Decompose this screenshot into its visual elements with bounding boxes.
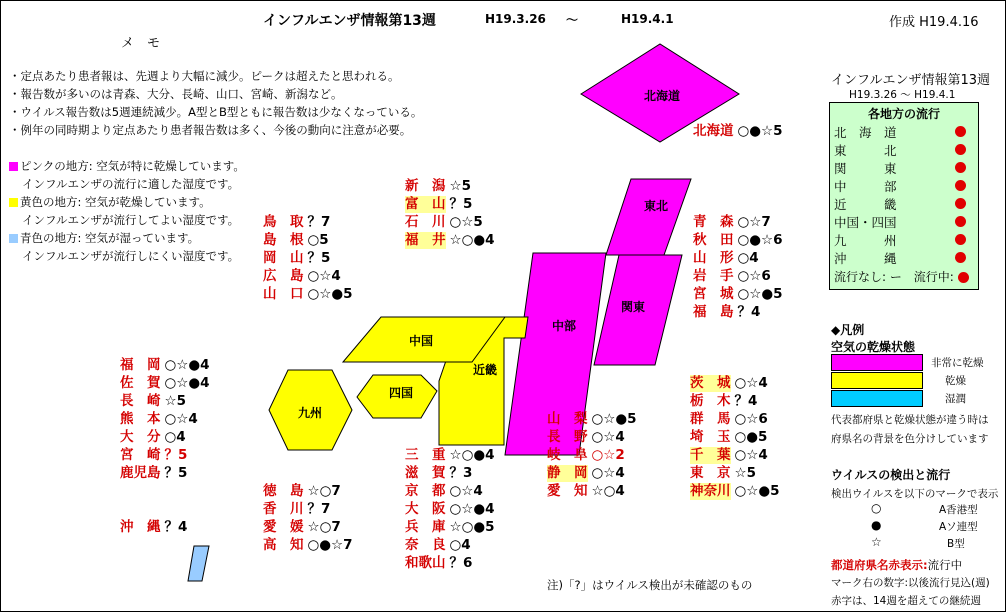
prefecture-item [690, 393, 757, 410]
prefecture-name: 岩 手 [693, 268, 734, 284]
red-name-note [831, 557, 962, 573]
yellow-note-1: 黄色の地方: 空気が乾燥しています。 [20, 195, 211, 209]
prefecture-marks: ☆○7 [307, 483, 341, 499]
region-status-row [834, 230, 974, 249]
prefecture-item [263, 268, 341, 285]
prefecture-item [405, 555, 472, 572]
prefecture-marks: ？7 [307, 501, 331, 517]
prefecture-name: 愛 媛 [263, 519, 304, 535]
red-name-value: 流行中 [927, 558, 963, 572]
prefecture-name: 鳥 取 [263, 214, 304, 230]
prefecture-marks: ○☆●5 [734, 483, 780, 499]
prefecture-marks: ☆○●5 [449, 519, 495, 535]
prefecture-item [690, 411, 768, 428]
prefecture-item [547, 411, 637, 428]
prefecture-item [693, 250, 759, 267]
prefecture-name: 埼 玉 [690, 429, 731, 445]
header-tilde: ～ [566, 13, 579, 27]
region-status-box [829, 102, 979, 290]
header-title: インフルエンザ情報第13週 [263, 13, 436, 29]
prefecture-item [547, 447, 625, 464]
legend-very-dry-label: 非常に乾燥 [931, 357, 984, 369]
prefecture-marks: ☆5 [449, 178, 471, 194]
prefecture-name: 岐 阜 [547, 447, 588, 463]
header-date-to: H19.4.1 [621, 12, 674, 26]
pink-note-1: ピンクの地方: 空気が特に乾燥しています。 [20, 159, 245, 173]
prefecture-item [120, 465, 187, 482]
prefecture-item [547, 483, 625, 500]
prefecture-marks: ？3 [449, 465, 473, 481]
red-number-note: 赤字は、14週を超えての継続週 [831, 595, 981, 607]
prefecture-item [693, 286, 783, 303]
prefecture-name: 鹿児島 [120, 465, 161, 481]
prefecture-item [120, 357, 210, 374]
prefecture-name: 福 島 [693, 304, 734, 320]
prefecture-item [547, 429, 625, 446]
prefecture-item [120, 447, 187, 464]
prefecture-item [263, 286, 353, 303]
region-tohoku-shape [606, 179, 691, 255]
footer-none-label: 流行なし: ー [834, 270, 902, 284]
virus-label-a-hongkong: A香港型 [939, 504, 978, 516]
prefecture-marks: ○☆4 [591, 429, 625, 445]
region-status-row [834, 158, 974, 177]
prefecture-item [120, 393, 186, 410]
prefecture-marks: ○☆●5 [737, 286, 783, 302]
legend-diff-note-1: 代表都府県と乾燥状態が違う時は [831, 414, 989, 426]
prefecture-name: 京 都 [405, 483, 446, 499]
legend-very-dry-swatch [831, 354, 923, 371]
prefecture-item [693, 304, 760, 321]
legend-humid-swatch [831, 390, 923, 407]
prefecture-name: 滋 賀 [405, 465, 446, 481]
prefecture-item [405, 178, 471, 195]
prefecture-item [405, 447, 495, 464]
right-panel-period: H19.3.26 ～ H19.4.1 [849, 89, 956, 101]
prefecture-item [263, 501, 330, 518]
active-dot-icon [955, 162, 966, 173]
prefecture-marks: ？5 [307, 250, 331, 266]
region-label-kanto: 関東 [621, 300, 646, 314]
prefecture-marks: ？4 [737, 304, 761, 320]
prefecture-marks: ☆5 [734, 465, 756, 481]
region-status-name: 中国・四国 [834, 215, 897, 230]
blue-note-2: インフルエンザが流行しにくい湿度です。 [22, 249, 240, 263]
prefecture-name: 徳 島 [263, 483, 304, 499]
note-line: ・ウイルス報告数は5週連続減少。A型とB型ともに報告数は少なくなっている。 [9, 105, 423, 119]
prefecture-marks: ○●5 [734, 429, 768, 445]
prefecture-marks: ○☆●4 [164, 357, 210, 373]
prefecture-marks: ☆○●4 [449, 232, 495, 248]
region-status-heading: 各地方の流行 [867, 107, 940, 121]
region-status-name: 近 畿 [834, 197, 897, 212]
virus-mark-a-soviet-icon: ● [871, 518, 882, 532]
prefecture-name: 愛 知 [547, 483, 588, 499]
active-dot-icon [955, 234, 966, 245]
prefecture-marks: ○☆6 [734, 411, 768, 427]
prefecture-item [405, 537, 471, 554]
prefecture-marks: ○☆4 [591, 465, 625, 481]
prefecture-item [690, 483, 780, 500]
prefecture-marks: ○☆●5 [307, 286, 353, 302]
prefecture-name: 北海道 [693, 123, 734, 139]
virus-label-a-soviet: Aソ連型 [939, 521, 978, 533]
prefecture-item [547, 465, 625, 482]
prefecture-name: 茨 城 [690, 375, 731, 391]
prefecture-marks: ○4 [449, 537, 471, 553]
prefecture-marks: ○☆4 [734, 447, 768, 463]
prefecture-marks: ○●☆6 [737, 232, 783, 248]
region-status-footer [834, 268, 969, 285]
prefecture-marks: ○☆4 [449, 483, 483, 499]
prefecture-item [263, 537, 353, 554]
prefecture-item [405, 465, 472, 482]
prefecture-name: 熊 本 [120, 411, 161, 427]
prefecture-name: 福 岡 [120, 357, 161, 373]
prefecture-item [405, 232, 495, 249]
prefecture-name: 千 葉 [690, 447, 731, 463]
footer-active-label: 流行中: [913, 270, 954, 284]
prefecture-item [120, 375, 210, 392]
region-label-chubu: 中部 [552, 319, 577, 333]
virus-mark-b-icon: ☆ [871, 535, 882, 549]
prefecture-item [263, 250, 330, 267]
prefecture-name: 栃 木 [690, 393, 731, 409]
prefecture-item [693, 268, 771, 285]
virus-heading: ウイルスの検出と流行 [831, 468, 951, 482]
prefecture-item [690, 375, 768, 392]
active-dot-icon [955, 126, 966, 137]
prefecture-name: 秋 田 [693, 232, 734, 248]
prefecture-name: 兵 庫 [405, 519, 446, 535]
prefecture-name: 大 分 [120, 429, 161, 445]
region-status-name: 九 州 [834, 233, 897, 248]
prefecture-name: 香 川 [263, 501, 304, 517]
prefecture-name: 山 梨 [547, 411, 588, 427]
prefecture-name: 島 根 [263, 232, 304, 248]
prefecture-marks: ？5 [449, 196, 473, 212]
prefecture-item [405, 501, 495, 518]
prefecture-marks: ○●☆5 [737, 123, 783, 139]
prefecture-item [690, 465, 756, 482]
prefecture-name: 岡 山 [263, 250, 304, 266]
prefecture-name: 奈 良 [405, 537, 446, 553]
prefecture-name: 宮 城 [693, 286, 734, 302]
prefecture-name: 福 井 [405, 232, 446, 248]
prefecture-name: 大 阪 [405, 501, 446, 517]
prefecture-marks: ○4 [164, 429, 186, 445]
region-status-row [834, 212, 974, 231]
prefecture-name: 長 野 [547, 429, 588, 445]
prefecture-marks: ○4 [737, 250, 759, 266]
prefecture-name: 石 川 [405, 214, 446, 230]
prefecture-marks: ○●☆7 [307, 537, 353, 553]
prefecture-name: 広 島 [263, 268, 304, 284]
virus-mark-a-hongkong-icon: ○ [871, 501, 882, 515]
prefecture-name: 佐 賀 [120, 375, 161, 391]
region-status-row [834, 140, 974, 159]
prefecture-item [120, 411, 198, 428]
note-line: ・報告数が多いのは青森、大分、長崎、山口、宮崎、新潟など。 [9, 87, 343, 101]
region-status-name: 北 海 道 [834, 125, 897, 140]
prefecture-name: 群 馬 [690, 411, 731, 427]
prefecture-item [693, 232, 783, 249]
prefecture-marks: ○5 [307, 232, 329, 248]
prefecture-marks: ○☆●4 [164, 375, 210, 391]
prefecture-marks: ☆5 [164, 393, 186, 409]
active-dot-icon [958, 272, 969, 283]
legend-dry-label: 乾燥 [945, 375, 966, 387]
prefecture-marks: ？4 [734, 393, 758, 409]
active-dot-icon [955, 216, 966, 227]
prefecture-name: 神奈川 [690, 483, 731, 499]
active-dot-icon [955, 180, 966, 191]
right-panel-title: インフルエンザ情報第13週 [831, 73, 991, 88]
region-status-row [834, 248, 974, 267]
region-label-kinki: 近畿 [473, 363, 498, 377]
prefecture-marks: ○☆●5 [591, 411, 637, 427]
prefecture-item [263, 214, 330, 231]
prefecture-name: 高 知 [263, 537, 304, 553]
region-status-name: 中 部 [834, 179, 897, 194]
prefecture-item [263, 519, 341, 536]
active-dot-icon [955, 252, 966, 263]
region-status-row [834, 122, 974, 141]
prefecture-name: 新 潟 [405, 178, 446, 194]
region-label-tohoku: 東北 [644, 199, 669, 213]
virus-desc: 検出ウイルスを以下のマークで表示 [831, 488, 999, 500]
prefecture-item [120, 429, 186, 446]
prefecture-marks: ☆○7 [307, 519, 341, 535]
prefecture-marks: ？5 [164, 447, 188, 463]
prefecture-name: 山 口 [263, 286, 304, 302]
prefecture-marks: ？4 [164, 519, 188, 535]
prefecture-name: 三 重 [405, 447, 446, 463]
note-line: ・例年の同時期より定点あたり患者報告数は多く、今後の動向に注意が必要。 [9, 123, 412, 137]
prefecture-marks: ？5 [164, 465, 188, 481]
prefecture-item [405, 214, 483, 231]
prefecture-item [263, 483, 341, 500]
prefecture-marks: ○☆●4 [449, 501, 495, 517]
prefecture-marks: ○☆6 [737, 268, 771, 284]
prefecture-item [405, 519, 495, 536]
region-label-chugoku: 中国 [409, 334, 434, 348]
region-label-hokkaido: 北海道 [644, 89, 681, 103]
prefecture-name: 沖 縄 [120, 519, 161, 535]
prefecture-name: 東 京 [690, 465, 731, 481]
legend-humid-label: 湿潤 [945, 393, 966, 405]
prefecture-item [693, 123, 783, 140]
active-dot-icon [955, 144, 966, 155]
active-dot-icon [955, 198, 966, 209]
region-status-row [834, 194, 974, 213]
prefecture-marks: ○☆4 [734, 375, 768, 391]
blue-note-1: 青色の地方: 空気が湿っています。 [20, 231, 200, 245]
region-status-name: 関 東 [834, 161, 897, 176]
prefecture-item [263, 232, 329, 249]
prefecture-item [690, 429, 767, 446]
region-okinawa-shape [188, 546, 209, 581]
region-status-name: 東 北 [834, 143, 897, 158]
prefecture-item [693, 214, 771, 231]
prefecture-name: 山 形 [693, 250, 734, 266]
prefecture-marks: ？6 [449, 555, 473, 571]
region-status-name: 沖 縄 [834, 251, 897, 266]
dryness-heading: 空気の乾燥状態 [831, 340, 916, 354]
prefecture-item [405, 483, 483, 500]
mark-number-note: マーク右の数字:以後流行見込(週) [831, 577, 990, 589]
prefecture-name: 宮 崎 [120, 447, 161, 463]
prefecture-name: 富 山 [405, 196, 446, 212]
prefecture-item [405, 196, 472, 213]
prefecture-marks: ？7 [307, 214, 331, 230]
prefecture-marks: ○☆4 [164, 411, 198, 427]
header-date-from: H19.3.26 [485, 12, 546, 26]
prefecture-marks: ○☆2 [591, 447, 625, 463]
prefecture-name: 長 崎 [120, 393, 161, 409]
footnote: 注)「?」はウイルス検出が未確認のもの [547, 578, 753, 592]
pink-note-2: インフルエンザの流行に適した湿度です。 [22, 177, 240, 191]
virus-label-b: B型 [947, 538, 965, 550]
prefecture-marks: ○☆5 [449, 214, 483, 230]
note-line: ・定点あたり患者報は、先週より大幅に減少。ピークは超えたと思われる。 [9, 69, 400, 83]
prefecture-item [690, 447, 768, 464]
region-label-kyushu: 九州 [298, 406, 323, 420]
header-created: 作成 H19.4.16 [889, 15, 979, 30]
red-name-label: 都道府県名赤表示: [831, 558, 928, 572]
prefecture-marks: ☆○4 [591, 483, 625, 499]
legend-diff-note-2: 府県名の背景を色分けしています [831, 433, 989, 445]
prefecture-item [120, 519, 187, 536]
prefecture-marks: ☆○●4 [449, 447, 495, 463]
region-status-row [834, 176, 974, 195]
prefecture-name: 静 岡 [547, 465, 588, 481]
memo-label: メ モ [121, 36, 161, 51]
region-label-shikoku: 四国 [389, 386, 414, 400]
yellow-note-2: インフルエンザが流行してよい湿度です。 [22, 213, 240, 227]
prefecture-marks: ○☆4 [307, 268, 341, 284]
legend-dry-swatch [831, 372, 923, 389]
prefecture-name: 和歌山 [405, 555, 446, 571]
prefecture-name: 青 森 [693, 214, 734, 230]
legend-heading: ◆凡例 [831, 323, 865, 337]
prefecture-marks: ○☆7 [737, 214, 771, 230]
